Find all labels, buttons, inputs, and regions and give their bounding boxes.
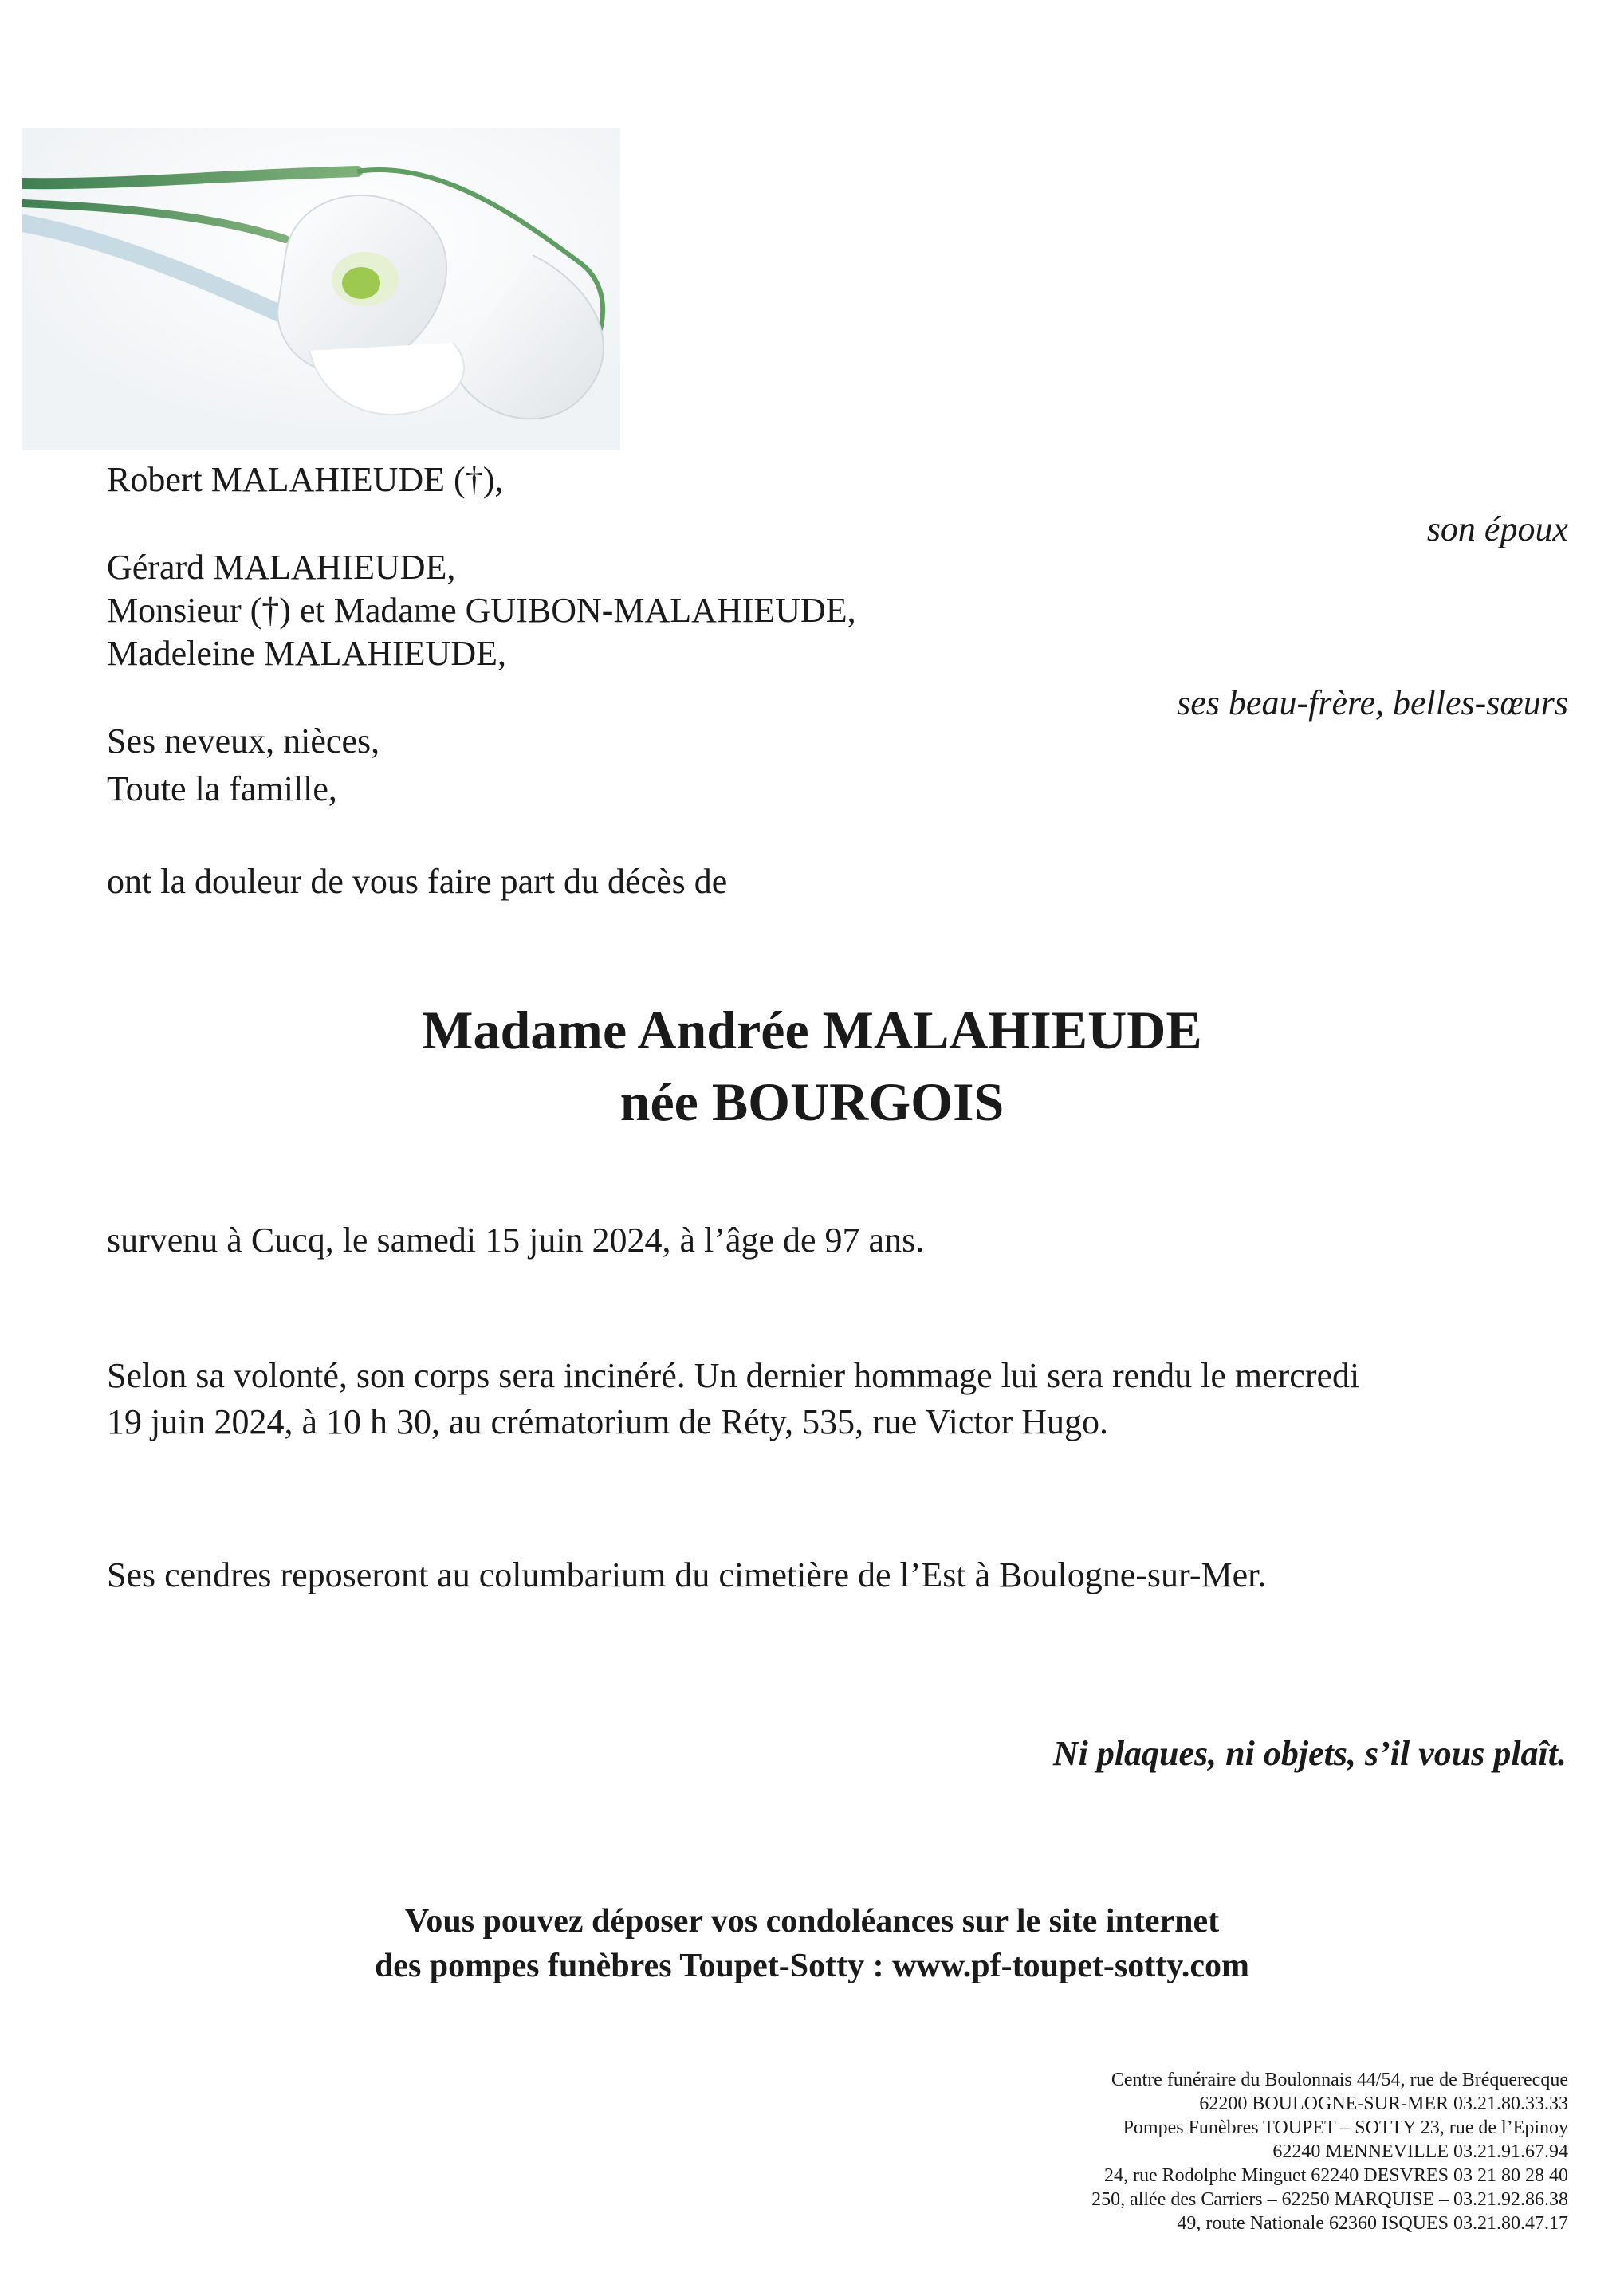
whole-family: Toute la famille, bbox=[107, 769, 337, 808]
death-info: survenu à Cucq, le samedi 15 juin 2024, à l’âge de 97 ans. bbox=[107, 1221, 925, 1260]
condolences-line-2: des pompes funèbres Toupet-Sotty : www.pf-toupet-sotty.com bbox=[374, 1948, 1250, 1984]
in-law-3: Madeleine MALAHIEUDE, bbox=[107, 634, 506, 673]
nephews-nieces: Ses neveux, nièces, bbox=[107, 721, 380, 761]
deceased-maiden-name: née BOURGOIS bbox=[619, 1071, 1005, 1132]
in-law-2: Monsieur (†) et Madame GUIBON-MALAHIEUDE, bbox=[107, 591, 856, 630]
contact-line: 24, rue Rodolphe Minguet 62240 DESVRES 03 21 80 28 40 bbox=[1104, 2165, 1568, 2186]
contact-line: 49, route Nationale 62360 ISQUES 03.21.80.47.17 bbox=[1177, 2213, 1568, 2234]
ceremony-line-1: Selon sa volonté, son corps sera incinéré. Un dernier hommage lui sera rendu le mercredi bbox=[107, 1356, 1360, 1395]
ceremony-line-2: 19 juin 2024, à 10 h 30, au crématorium de Réty, 535, rue Victor Hugo. bbox=[107, 1402, 1108, 1441]
announcement-text: ont la douleur de vous faire part du décès de bbox=[107, 862, 728, 901]
in-law-1: Gérard MALAHIEUDE, bbox=[107, 548, 456, 587]
calla-lily-image bbox=[22, 128, 620, 450]
no-flowers-request: Ni plaques, ni objets, s’il vous plaît. bbox=[1052, 1734, 1567, 1773]
contact-line: 62240 MENNEVILLE 03.21.91.67.94 bbox=[1272, 2141, 1568, 2162]
contact-line: 250, allée des Carriers – 62250 MARQUISE – 03.21.92.86.38 bbox=[1091, 2189, 1568, 2210]
contact-line: 62200 BOULOGNE-SUR-MER 03.21.80.33.33 bbox=[1199, 2094, 1568, 2114]
ashes-info: Ses cendres reposeront au columbarium du cimetière de l’Est à Boulogne-sur-Mer. bbox=[107, 1555, 1267, 1594]
husband-name: Robert MALAHIEUDE (†), bbox=[107, 460, 504, 499]
in-laws-role: ses beau-frère, belles-sœurs bbox=[1177, 683, 1568, 722]
funeral-home-contacts bbox=[1091, 2068, 1568, 2235]
deceased-name: Madame Andrée MALAHIEUDE bbox=[422, 1000, 1202, 1060]
contact-line: Centre funéraire du Boulonnais 44/54, rue de Bréquerecque bbox=[1111, 2070, 1568, 2090]
condolences-line-1: Vous pouvez déposer vos condoléances sur le site internet bbox=[404, 1903, 1220, 1940]
husband-role: son époux bbox=[1426, 509, 1568, 548]
contact-line: Pompes Funèbres TOUPET – SOTTY 23, rue de l’Epinoy bbox=[1123, 2117, 1568, 2138]
